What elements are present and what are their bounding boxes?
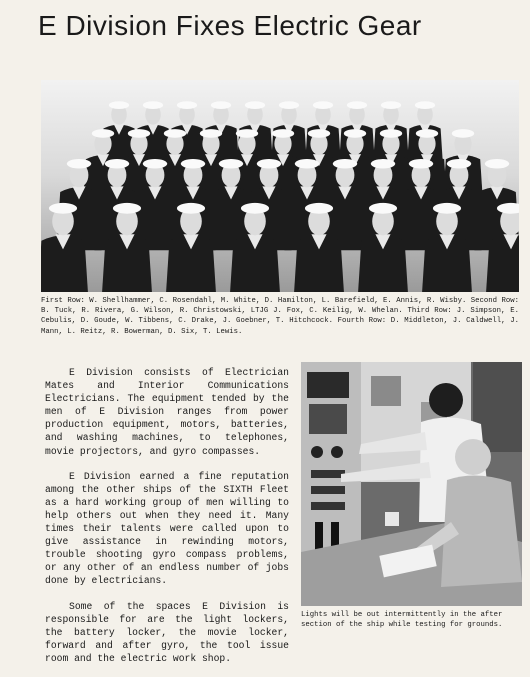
article-paragraph: E Division consists of Electrician Mates and Interior Communications Electricians. The equipment tended by the men of E Division ranges from power production equipment, motors, batteries, and washing machines, to telephones, movie projectors, and gyro compasses. [45, 367, 289, 457]
electricians-photo [301, 362, 522, 606]
group-photo [41, 80, 519, 292]
article-paragraph: E Division earned a fine reputation among the other ships of the SIXTH Fleet as a hard working group of men willing to help others out when they need it. Many times their talents were called upon to give assistance in rewinding motors, trouble shooting gyro compass problems, or any other of an endless number of jobs done by electricians. [45, 470, 289, 587]
group-photo-caption: First Row: W. Shellhammer, C. Rosendahl, M. White, D. Hamilton, L. Barefield, E. Annis, R. Wisby. Second Row: B. Tuck, R. Rivera, G. Wilson, R. Christowski, LTJG J. Fox, C. Keilig, W. Whelan. Third Row: J. Simpson, E. Cebulis, D. Goude, W. Tibbens, C. Drake, J. Goebner, T. Hitchcock. Fourth Row: D. Middleton, J. Caldwell, J. Mann, L. Reitz, R. Bowerman, D. Six, T. Lewis. [41, 297, 519, 336]
article-body [45, 366, 289, 677]
page-title: E Division Fixes Electric Gear [38, 10, 422, 41]
electricians-photo-caption: Lights will be out intermittently in the after section of the ship while testing for grounds. [301, 611, 503, 630]
article-paragraph: Some of the spaces E Division is responsible for are the light lockers, the battery locker, the movie locker, forward and after gyro, the tool issue room and the electric work shop. [45, 600, 289, 664]
